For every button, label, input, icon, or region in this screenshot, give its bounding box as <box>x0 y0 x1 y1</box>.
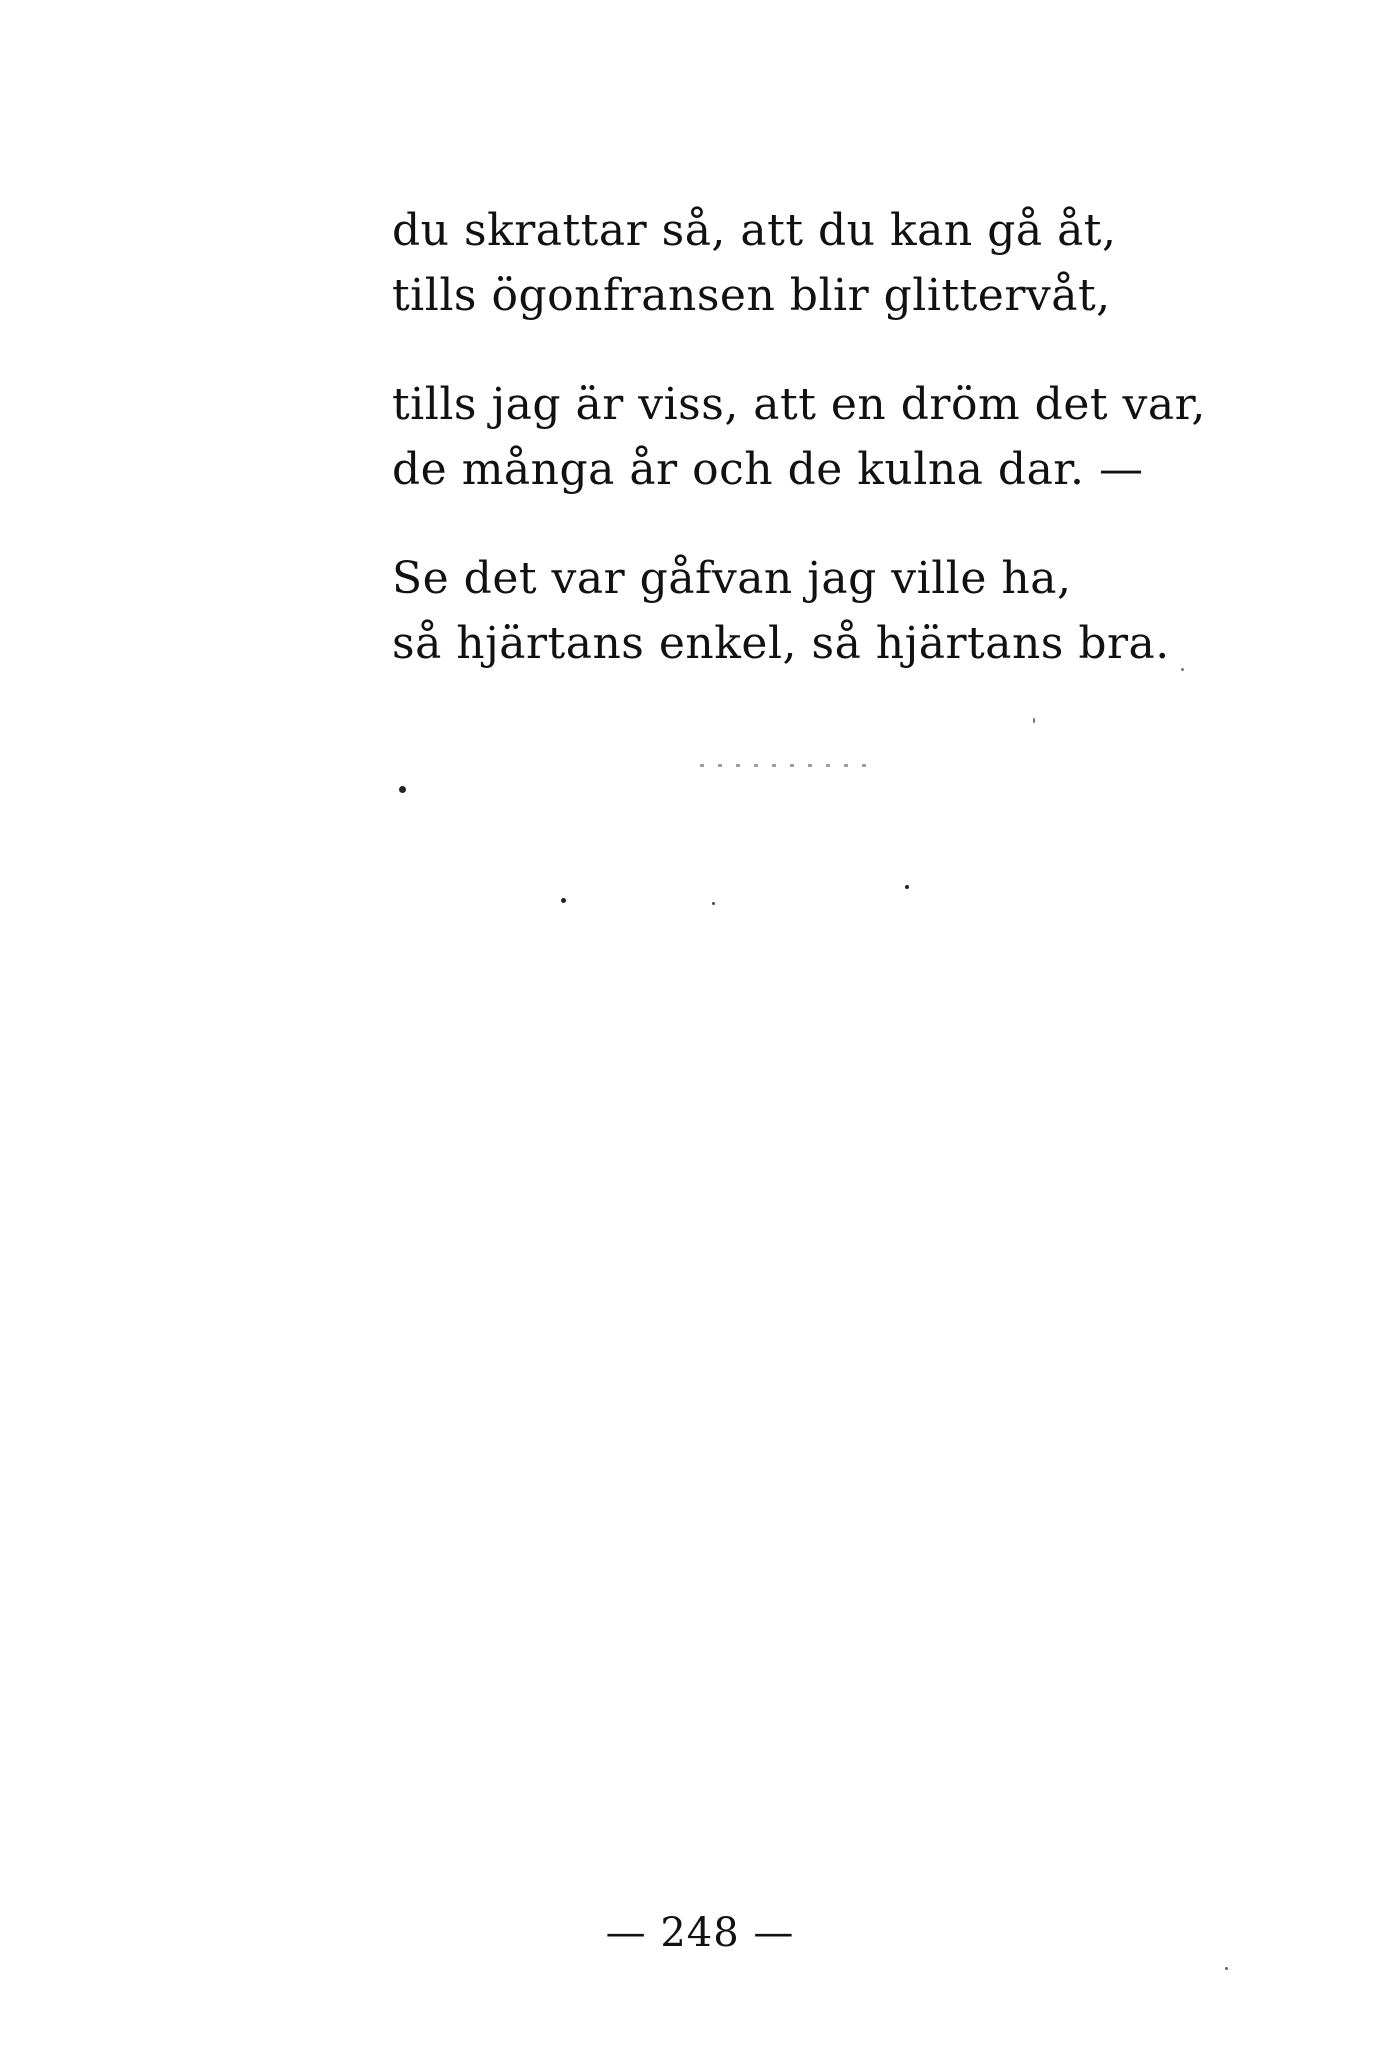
scan-speck <box>561 898 566 903</box>
scan-speck <box>1181 668 1184 671</box>
poem-line: Se det var gåfvan jag ville ha, <box>392 553 1072 604</box>
poem-line: tills jag är viss, att en dröm det var, <box>392 379 1206 430</box>
scan-speck <box>399 786 406 793</box>
poem-stanza <box>392 198 1116 328</box>
page-number: — 248 — <box>605 1910 795 1956</box>
poem-line: så hjärtans enkel, så hjärtans bra. <box>392 618 1170 669</box>
scan-speck <box>1033 718 1035 723</box>
poem-line: tills ögonfransen blir glittervåt, <box>392 270 1111 321</box>
poem-line: du skrattar så, att du kan gå åt, <box>392 205 1117 256</box>
poem-stanza <box>392 546 1170 676</box>
poem-stanza <box>392 372 1206 502</box>
scan-speck <box>1225 1967 1228 1970</box>
scan-speck <box>905 885 909 889</box>
poem-line: de många år och de kulna dar. — <box>392 444 1144 495</box>
scan-noise <box>700 764 872 767</box>
scan-speck <box>712 902 715 905</box>
